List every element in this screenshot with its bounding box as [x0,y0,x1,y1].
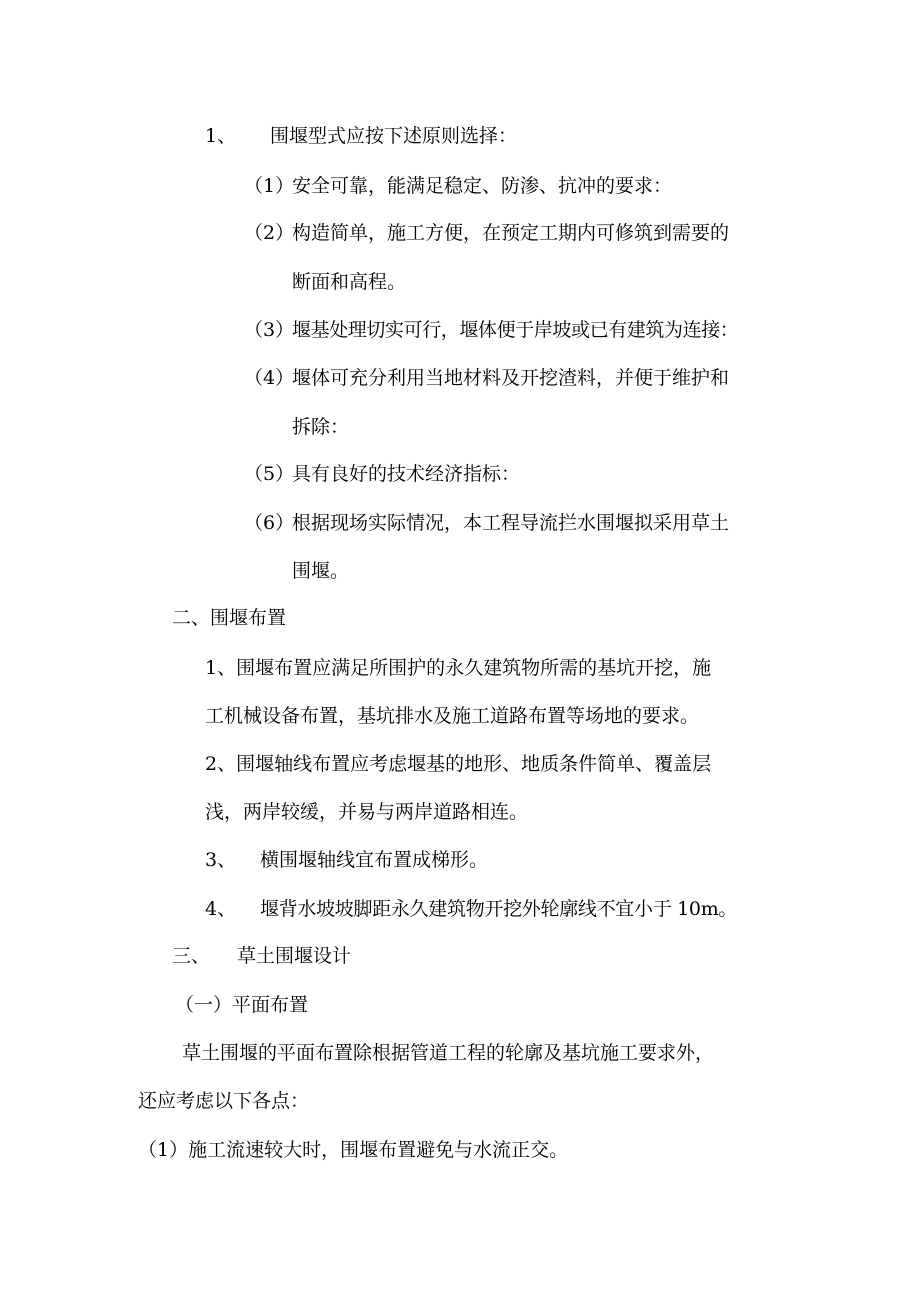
principle-text: 安全可靠，能满足稳定、防渗、抗冲的要求： [292,175,673,197]
section2-heading: 二、围堰布置 [172,607,287,629]
item-number: 4、 [205,898,237,920]
paragraph-line: 还应考虑以下各点： [138,1090,310,1112]
principle-text: 具有良好的技术经济指标： [292,463,521,485]
item-number: 1、 [205,125,237,147]
principle-text: 堰基处理切实可行，堰体便于岸坡或已有建筑为连接： [292,319,739,341]
principle-label: （5） [244,463,295,485]
principle-text: 根据现场实际情况，本工程导流拦水围堰拟采用草土 [292,512,730,534]
section3-subheading: （一）平面布置 [175,994,309,1016]
principle-continuation: 断面和高程。 [292,271,407,293]
item-line: 1、围堰布置应满足所围护的永久建筑物所需的基坑开挖，施 [205,657,712,679]
section3-heading: 草土围堰设计 [237,945,352,967]
point-1: （1）施工流速较大时，围堰布置避免与水流正交。 [138,1139,569,1161]
principle-continuation: 拆除： [292,416,350,438]
item-text: 堰背水坡坡脚距永久建筑物开挖外轮廓线不宜小于 10m。 [260,898,738,920]
item-line: 浅，两岸较缓，并易与两岸道路相连。 [205,801,529,823]
item-text: 横围堰轴线宜布置成梯形。 [260,849,489,871]
item-line: 工机械设备布置，基坑排水及施工道路布置等场地的要求。 [205,705,700,727]
principle-label: （6） [244,512,295,534]
principle-continuation: 围堰。 [292,560,350,582]
principle-label: （3） [244,319,295,341]
principle-text: 堰体可充分利用当地材料及开挖渣料，并便于维护和 [292,367,730,389]
principle-label: （2） [244,222,295,244]
item-text: 围堰型式应按下述原则选择： [270,125,518,147]
principle-label: （4） [244,367,295,389]
principle-label: （1） [244,175,295,197]
paragraph-line: 草土围堰的平面布置除根据管道工程的轮廓及基坑施工要求外， [182,1042,715,1064]
principle-text: 构造简单，施工方便，在预定工期内可修筑到需要的 [292,222,730,244]
item-number: 3、 [205,849,237,871]
item-line: 2、围堰轴线布置应考虑堰基的地形、地质条件简单、覆盖层 [205,753,712,775]
section3-number: 三、 [172,945,211,967]
